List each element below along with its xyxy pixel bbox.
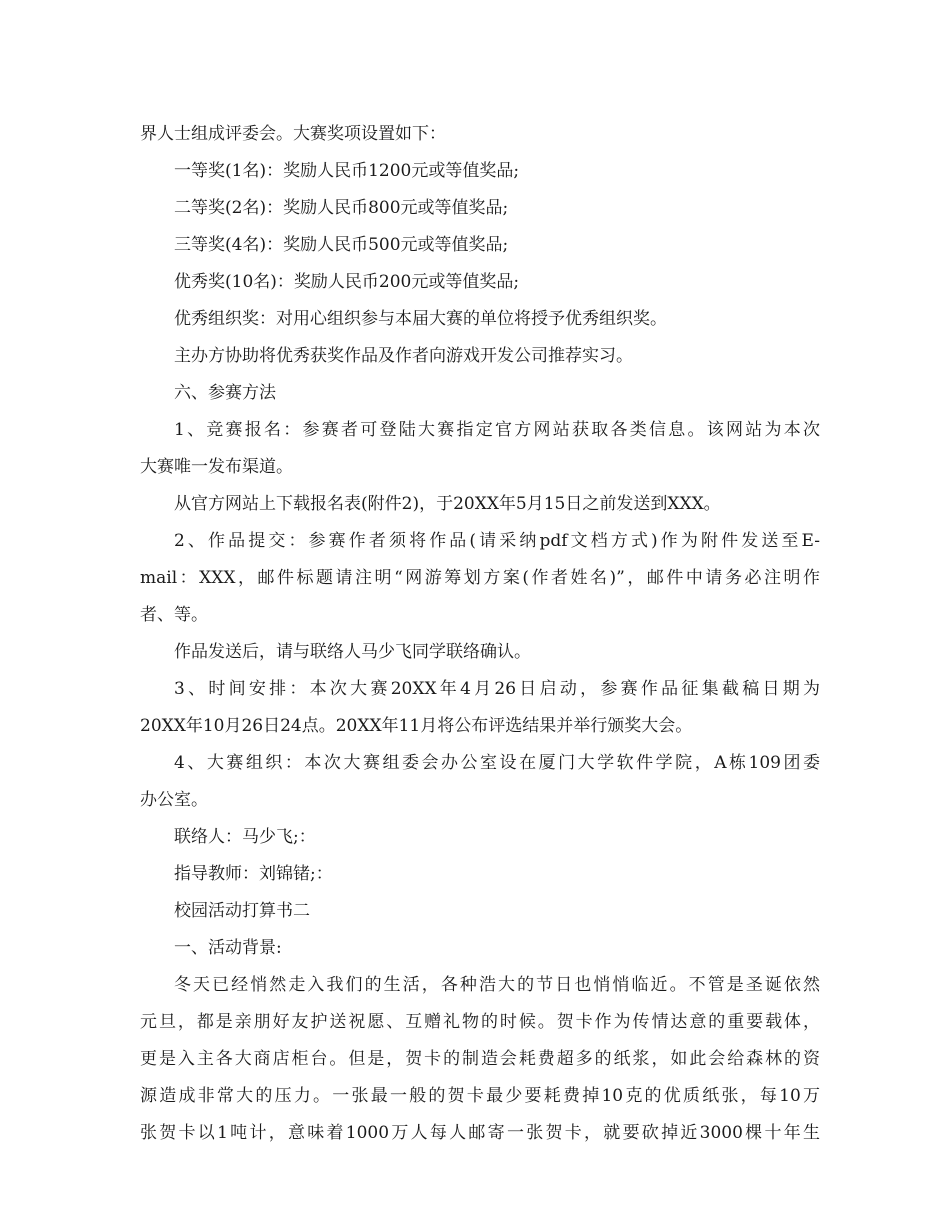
text-line: 优秀奖(10名)：奖励人民币200元或等值奖品;: [174, 272, 520, 292]
text-line: 元旦，都是亲朋好友护送祝愿、互赠礼物的时候。贺卡作为传情达意的重要载体，: [140, 1012, 820, 1032]
text-line: 者、等。: [140, 605, 208, 625]
text-line: 更是入主各大商店柜台。但是，贺卡的制造会耗费超多的纸浆，如此会给森林的资: [140, 1049, 820, 1069]
text-line: 从官方网站上下载报名表(附件2)，于20XX年5月15日之前发送到XXX。: [174, 494, 721, 514]
text-line: 张贺卡以1吨计，意味着1000万人每人邮寄一张贺卡，就要砍掉近3000棵十年生: [140, 1123, 820, 1143]
text-line: 2、作品提交：参赛作者须将作品(请采纳pdf文档方式)作为附件发送至E-: [174, 531, 820, 551]
text-line: 办公室。: [140, 790, 208, 810]
text-line: 一等奖(1名)：奖励人民币1200元或等值奖品;: [174, 161, 520, 181]
section-heading: 校园活动打算书二: [174, 901, 310, 921]
text-line: mail：XXX，邮件标题请注明“网游筹划方案(作者姓名)”，邮件中请务必注明作: [140, 568, 820, 588]
text-line: 大赛唯一发布渠道。: [140, 457, 293, 477]
text-line: 界人士组成评委会。大赛奖项设置如下：: [140, 124, 446, 144]
text-line: 20XX年10月26日24点。20XX年11月将公布评选结果并举行颁奖大会。: [140, 716, 693, 736]
text-line: 主办方协助将优秀获奖作品及作者向游戏开发公司推荐实习。: [174, 346, 633, 366]
text-line: 优秀组织奖：对用心组织参与本届大赛的单位将授予优秀组织奖。: [174, 309, 667, 329]
text-line: 二等奖(2名)：奖励人民币800元或等值奖品;: [174, 198, 509, 218]
text-line: 1、竞赛报名：参赛者可登陆大赛指定官方网站获取各类信息。该网站为本次: [174, 420, 820, 440]
section-heading: 六、参赛方法: [174, 383, 276, 403]
document-body: [140, 116, 820, 1152]
text-line: 三等奖(4名)：奖励人民币500元或等值奖品;: [174, 235, 509, 255]
text-line: 4、大赛组织：本次大赛组委会办公室设在厦门大学软件学院，A栋109团委: [174, 753, 820, 773]
text-line: 冬天已经悄然走入我们的生活，各种浩大的节日也悄悄临近。不管是圣诞依然: [174, 975, 820, 995]
text-line: 指导教师：刘锦锗;：: [174, 864, 333, 884]
text-line: 联络人：马少飞;：: [174, 827, 316, 847]
text-line: 作品发送后，请与联络人马少飞同学联络确认。: [174, 642, 531, 662]
text-line: 源造成非常大的压力。一张最一般的贺卡最少要耗费掉10克的优质纸张，每10万: [140, 1086, 820, 1106]
text-line: 3、时间安排：本次大赛20XX年4月26日启动，参赛作品征集截稿日期为: [174, 679, 820, 699]
section-heading: 一、活动背景:: [174, 938, 282, 958]
